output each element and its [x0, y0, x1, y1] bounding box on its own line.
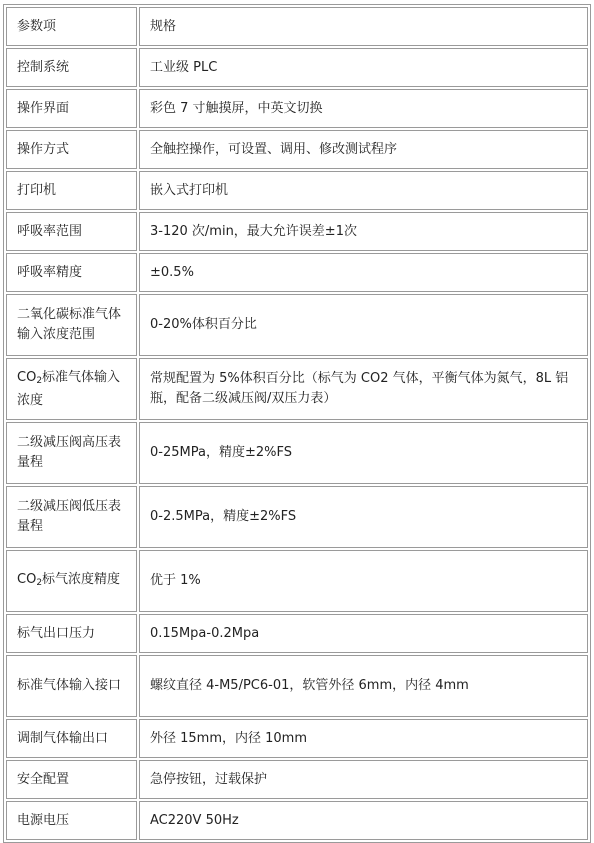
param-value: 螺纹直径 4-M5/PC6-01，软管外径 6mm，内径 4mm: [139, 655, 588, 717]
table-row: [6, 550, 588, 612]
param-value: 优于 1%: [139, 550, 588, 612]
param-value: 嵌入式打印机: [139, 171, 588, 210]
param-name: 安全配置: [6, 760, 137, 799]
param-value: AC220V 50Hz: [139, 801, 588, 840]
table-row: [6, 89, 588, 128]
param-name: 二级减压阀低压表量程: [6, 486, 137, 548]
param-name-subscript: 2: [36, 375, 43, 386]
param-value: 外径 15mm，内径 10mm: [139, 719, 588, 758]
table-row: [6, 760, 588, 799]
param-value: ±0.5%: [139, 253, 588, 292]
param-value: 常规配置为 5%体积百分比（标气为 CO2 气体，平衡气体为氮气，8L 铝瓶，配备二级减压阀/双压力表）: [139, 358, 588, 420]
param-name-prefix: CO: [17, 571, 37, 587]
param-value: 全触控操作，可设置、调用、修改测试程序: [139, 130, 588, 169]
table-row: [6, 358, 588, 420]
param-value: 0-2.5MPa，精度±2%FS: [139, 486, 588, 548]
param-name: 控制系统: [6, 48, 137, 87]
param-value: 0-20%体积百分比: [139, 294, 588, 356]
table-row: [6, 48, 588, 87]
param-name: 打印机: [6, 171, 137, 210]
param-value: 工业级 PLC: [139, 48, 588, 87]
param-value: 0.15Mpa-0.2Mpa: [139, 614, 588, 653]
param-value: 急停按钮，过载保护: [139, 760, 588, 799]
table-row: [6, 253, 588, 292]
param-name: 标气出口压力: [6, 614, 137, 653]
table-row: [6, 130, 588, 169]
param-name: [6, 550, 137, 612]
header-value-cell: 规格: [139, 7, 588, 46]
param-value: 3-120 次/min，最大允许误差±1次: [139, 212, 588, 251]
param-name: 调制气体输出口: [6, 719, 137, 758]
param-name: 标准气体输入接口: [6, 655, 137, 717]
param-name-suffix: 标准气体输入浓度: [17, 369, 121, 408]
param-name: [6, 358, 137, 420]
param-name: 电源电压: [6, 801, 137, 840]
spec-table: [3, 4, 591, 843]
param-name-subscript: 2: [36, 577, 43, 588]
param-value: 0-25MPa，精度±2%FS: [139, 422, 588, 484]
param-name: 操作方式: [6, 130, 137, 169]
table-row: [6, 719, 588, 758]
table-row: [6, 801, 588, 840]
param-name-prefix: CO: [17, 369, 37, 385]
table-row: [6, 486, 588, 548]
table-row: [6, 212, 588, 251]
header-key-cell: 参数项: [6, 7, 137, 46]
table-row: [6, 655, 588, 717]
param-name-suffix: 标气浓度精度: [42, 571, 121, 587]
table-row: [6, 171, 588, 210]
param-name: 呼吸率范围: [6, 212, 137, 251]
param-name: 呼吸率精度: [6, 253, 137, 292]
param-name: 二级减压阀高压表量程: [6, 422, 137, 484]
table-row: [6, 294, 588, 356]
param-value: 彩色 7 寸触摸屏，中英文切换: [139, 89, 588, 128]
table-row: [6, 422, 588, 484]
table-row: [6, 614, 588, 653]
param-name: 二氧化碳标准气体输入浓度范围: [6, 294, 137, 356]
param-name: 操作界面: [6, 89, 137, 128]
table-header-row: [6, 7, 588, 46]
